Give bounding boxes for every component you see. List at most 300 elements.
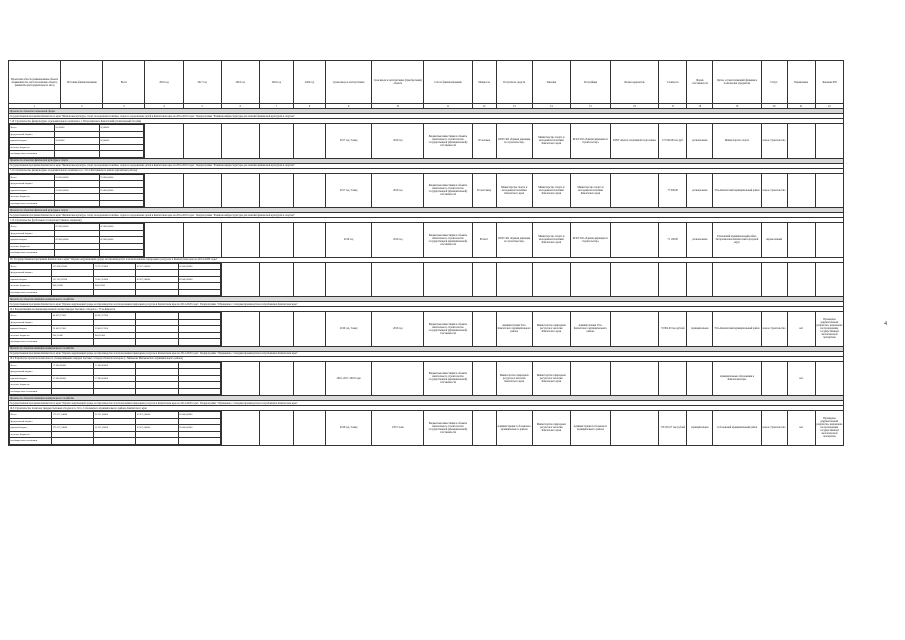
column-number: 15	[570, 104, 610, 109]
field-term: 2016, 2017, 2018 годы	[326, 361, 372, 396]
empty-cell	[293, 223, 325, 258]
finance-value	[52, 339, 94, 346]
field-customer: Министерство природных ресурсов и экологии Камчатского края	[532, 312, 570, 347]
finance-source: внебюджетные источники	[10, 438, 52, 445]
finance-value	[136, 438, 178, 445]
field-founder: Усть-Камчатский муниципальный район	[713, 312, 761, 347]
field-balance	[611, 223, 659, 258]
empty-cell	[293, 124, 325, 159]
column-number: 22	[815, 104, 843, 109]
finance-value	[136, 388, 178, 395]
field-recipient: Администрация Усть-Камчатского муниципального района	[496, 312, 532, 347]
finance-value: 17 000,00000	[94, 375, 136, 382]
field-status	[761, 361, 787, 396]
finance-value: 944,11000	[94, 283, 136, 290]
table-body	[9, 109, 844, 446]
finance-value	[94, 289, 136, 296]
finance-value	[99, 250, 144, 257]
object-row	[9, 411, 844, 446]
finance-value: 47 000,00000	[99, 224, 144, 231]
column-header: Застройщик	[570, 61, 610, 104]
field-ownership: муниципальная	[687, 312, 713, 347]
finance-value: 176 557,54000	[52, 412, 94, 419]
field-method: Бюджетные инвестиции в объекты капитального строительства государственной (муниципальной) собственности	[424, 223, 472, 258]
finance-value: 49 000,00000	[178, 276, 220, 283]
section-title: Проекты по объектам физической культуры и спорта	[9, 208, 844, 213]
field-capacity	[472, 361, 496, 396]
finance-value: 42 071,00000	[136, 425, 178, 432]
finance-cell	[9, 124, 145, 159]
column-number: 11	[424, 104, 472, 109]
field-founder: Елизовский муниципальный район, Петропавловск-Камчатский городской округ	[713, 223, 761, 258]
empty-cell	[787, 262, 815, 297]
finance-value	[52, 388, 94, 395]
column-number: 4	[145, 104, 183, 109]
finance-value	[52, 289, 94, 296]
field-capacity: 50 чел/смену	[472, 173, 496, 208]
finance-source: местные бюджеты	[10, 332, 52, 339]
object-title: 7.12 Строительство футбольного поля (искусственное покрытие)	[9, 218, 844, 223]
empty-cell	[221, 312, 259, 347]
field-builder: КГКУ КО «Единая дирекция по строительству»	[570, 124, 610, 159]
finance-source: местные бюджеты	[10, 283, 52, 290]
finance-value: 70 413,24300	[94, 276, 136, 283]
column-number: 13	[496, 104, 532, 109]
finance-source: внебюджетные источники	[10, 250, 55, 257]
object-row	[9, 124, 844, 159]
finance-value: 20 121,00000	[94, 425, 136, 432]
finance-source: федеральный бюджет	[10, 230, 55, 237]
field-term: 2018 год, 3 квар	[326, 411, 372, 446]
field-method: Бюджетные инвестиции в объекты капитального строительства государственной (муниципальной) собственности	[424, 361, 472, 396]
field-method: Бюджетные инвестиции в объекты капитального строительства государственной (муниципальной) собственности	[424, 173, 472, 208]
finance-value: 42 071,00000	[136, 412, 178, 419]
column-number: 17	[659, 104, 687, 109]
column-header: Способ финансирования	[424, 61, 472, 104]
field-capacity: 20 человек	[472, 124, 496, 159]
field-balance: КГБУ «Центр спортивной подготовки»	[611, 124, 659, 159]
object-title: 7.11 Строительство физкультурно-оздоровительного комплекса в с. Эссо Быстринского района (проектные работы)	[9, 168, 844, 173]
object-row	[9, 173, 844, 208]
finance-source: федеральный бюджет	[10, 181, 55, 188]
column-header: 2019 год	[259, 61, 293, 104]
column-number: 14	[532, 104, 570, 109]
finance-source: местные бюджеты	[10, 194, 55, 201]
finance-row	[10, 250, 144, 257]
field-cost: 71 100,00	[659, 223, 687, 258]
finance-value	[52, 438, 94, 445]
finance-source: внебюджетные источники	[10, 200, 55, 207]
object-row	[9, 312, 844, 347]
finance-source: краевой бюджет	[10, 276, 52, 283]
empty-cell	[221, 411, 259, 446]
field-capacity	[472, 411, 496, 446]
finance-value: 42 071,00000	[136, 263, 178, 270]
finance-subtable	[9, 223, 144, 257]
finance-source: Всего	[10, 412, 52, 419]
field-founder: Министерство спорта	[713, 124, 761, 159]
finance-row	[10, 200, 144, 207]
finance-value: 47 000,00000	[54, 237, 99, 244]
finance-value: 233 408,07000	[52, 263, 94, 270]
field-customer: Министерство природных ресурсов и экологии Камчатского края	[532, 411, 570, 446]
finance-source: краевой бюджет	[10, 187, 55, 194]
finance-value: 944,11000	[52, 283, 94, 290]
empty-cell	[221, 124, 259, 159]
field-builder: Министерство спорта и молодежной политики Камчатского края	[570, 173, 610, 208]
field-cost: 176 581,57 тыс.рублей	[659, 411, 687, 446]
column-header: Примечание	[787, 61, 815, 104]
field-cost	[659, 361, 687, 396]
field-founder: муниципальные образования в Камчатском крае	[713, 361, 761, 396]
column-header: Срок ввода в эксплуатацию (приобретения) объекта	[372, 61, 424, 104]
object-title: 10.2 Разработка проектов полигонов по обезвреживанию твердых бытовых отходов в Камчатском крае (с. Мильково Мильковского муниципального района)	[9, 356, 844, 361]
finance-value	[99, 200, 144, 207]
column-number: 7	[259, 104, 293, 109]
empty-cell	[183, 173, 221, 208]
finance-row	[10, 151, 144, 158]
field-status: новое строительство	[761, 173, 787, 208]
field-recipient: Министерство природных ресурсов и экологии Камчатского края	[496, 361, 532, 396]
empty-cell	[145, 173, 183, 208]
column-number: 8	[293, 104, 325, 109]
finance-value: 50,00000	[54, 125, 99, 132]
field-status: перенесенный	[761, 223, 787, 258]
empty-cell	[532, 262, 570, 297]
field-capacity	[472, 312, 496, 347]
finance-source: федеральный бюджет	[10, 270, 52, 277]
empty-cell	[293, 262, 325, 297]
finance-row	[10, 289, 221, 296]
finance-value: 47 000,00000	[99, 237, 144, 244]
field-status: новое строительство	[761, 312, 787, 347]
column-header: Получатель средств	[496, 61, 532, 104]
column-header: 2016 год	[145, 61, 183, 104]
object-title: 7.10 Строительство физкультурно-оздоровительного комплекса, г. Петропавловск-Камчатский (плавательный бассейн)	[9, 119, 844, 124]
finance-value: 42 071,00000	[136, 276, 178, 283]
field-recipient: Министерство спорта и молодежной политики Камчатского края	[496, 173, 532, 208]
empty-cell	[293, 173, 325, 208]
finance-cell	[9, 173, 145, 208]
empty-cell	[145, 124, 183, 159]
field-cost: 77 000,00	[659, 173, 687, 208]
empty-cell	[259, 361, 293, 396]
column-header: Сроки ввода в эксплуатацию	[326, 61, 372, 104]
field-method: Бюджетные инвестиции в объекты капитального строительства государственной (муниципальной) собственности	[424, 411, 472, 446]
finance-value: 50,00000	[99, 138, 144, 145]
section-title: Проекты по объектам жилищно-коммунального хозяйства	[9, 346, 844, 351]
field-cost: 53 802,00 тыс.рублей	[659, 312, 687, 347]
finance-value: 50 000,00000	[178, 425, 220, 432]
empty-cell	[659, 262, 687, 297]
finance-value: 50,00000	[54, 138, 99, 145]
finance-source: федеральный бюджет	[10, 369, 52, 376]
empty-cell	[259, 312, 293, 347]
finance-value: 176 557,54000	[52, 425, 94, 432]
field-balance	[611, 173, 659, 208]
finance-value	[94, 438, 136, 445]
column-header: Всего	[103, 61, 145, 104]
finance-value: 22 000,00000	[54, 187, 99, 194]
column-number: 16	[611, 104, 659, 109]
finance-value	[178, 438, 220, 445]
field-founder: Соболевский муниципальный район	[713, 411, 761, 446]
program-title: Государственная программа Камчатского края "Физическая культура, спорт, молодежная политика, отдых и оздоровление детей в Камчатском крае на 2014-2018 годы". Подпрограмма "Развитие инфраструктуры для занятий физической культурой и спортом"	[9, 114, 844, 119]
finance-source: местные бюджеты	[10, 431, 52, 438]
field-flag: нет	[787, 411, 815, 446]
finance-subtable	[9, 124, 144, 158]
program-title: Государственная программа Камчатского края "Охрана окружающей среды, воспроизводство и использование природных ресурсов в Камчатском крае на 2014-2020 годы". Подпрограмма "Обращение с отходами производства и потребления в Камчатском крае"	[9, 401, 844, 406]
column-number: 9	[326, 104, 372, 109]
document-page	[8, 60, 844, 446]
finance-value	[94, 339, 136, 346]
empty-cell	[221, 223, 259, 258]
empty-cell	[145, 223, 183, 258]
empty-cell	[259, 223, 293, 258]
program-total-row	[9, 262, 844, 297]
field-builder: Администрация Соболевского муниципального района	[570, 411, 610, 446]
field-ownership: региональная	[687, 223, 713, 258]
column-number: 12	[472, 104, 496, 109]
field-cost: 175 000,00 тыс.руб.	[659, 124, 687, 159]
column-header: 2017 год	[183, 61, 221, 104]
field-ownership: региональная	[687, 173, 713, 208]
field-founder: Усть-Камчатский муниципальный район	[713, 173, 761, 208]
field-year: 2016 год	[372, 312, 424, 347]
finance-value: 22 000,00000	[99, 174, 144, 181]
finance-subtable	[9, 411, 221, 445]
column-header: 2020 год	[293, 61, 325, 104]
field-customer: Министерство спорта и молодежной политики Камчатского края	[532, 173, 570, 208]
column-number: 2	[61, 104, 103, 109]
empty-cell	[761, 262, 787, 297]
finance-value: 22 000,00000	[54, 174, 99, 181]
field-note: Проведены документальная разработка, направлена на прохождение государственной экологической экспертизы	[815, 411, 843, 446]
section-title: Проекты по объектам социальной сферы	[9, 109, 844, 114]
finance-value: 50 000,00000	[178, 412, 220, 419]
field-capacity: 80 мест	[472, 223, 496, 258]
field-builder	[570, 361, 610, 396]
finance-value	[94, 388, 136, 395]
empty-cell	[221, 262, 259, 297]
field-balance	[611, 411, 659, 446]
field-flag	[787, 223, 815, 258]
column-header: Форма собственности	[687, 61, 713, 104]
field-term: 2016 год, 3 квар	[326, 312, 372, 347]
empty-cell	[259, 124, 293, 159]
finance-source: Всего	[10, 125, 55, 132]
finance-value: 70 372,29900	[94, 263, 136, 270]
column-header: Проектная область (наименование объекта недвижимости, местоположение объекта, реквизиты распорядительного акта)	[9, 61, 61, 104]
finance-value	[178, 289, 220, 296]
field-year: 2016 год	[372, 173, 424, 208]
field-term: 2017 год, 3 квар	[326, 124, 372, 159]
finance-source: федеральный бюджет	[10, 418, 52, 425]
field-recipient: КГКУ КО «Единая дирекция по строительству»	[496, 223, 532, 258]
table-header-row	[9, 61, 844, 104]
finance-value: 944,11000	[94, 332, 136, 339]
finance-source: краевой бюджет	[10, 326, 52, 333]
empty-cell	[372, 262, 424, 297]
section-title: Проекты по объектам физической культуры и спорта	[9, 158, 844, 163]
object-row	[9, 223, 844, 258]
empty-cell	[259, 173, 293, 208]
field-flag	[787, 173, 815, 208]
field-balance	[611, 361, 659, 396]
finance-cell	[9, 312, 222, 347]
empty-cell	[259, 262, 293, 297]
finance-value	[136, 339, 178, 346]
empty-cell	[326, 262, 372, 297]
section-title: Проекты по объектам жилищно-коммунального хозяйства	[9, 297, 844, 302]
column-header: Заказчик	[532, 61, 570, 104]
finance-value	[54, 250, 99, 257]
field-status: новое строительство	[761, 124, 787, 159]
object-title: 10.3 Строительство полигона твердых бытовых отходов в п. Эссо, Соболевского муниципального района, Камчатского края	[9, 406, 844, 411]
field-flag: нет	[787, 312, 815, 347]
finance-value	[136, 289, 178, 296]
finance-value: 17 000,00000	[52, 362, 94, 369]
finance-source: Всего	[10, 263, 52, 270]
empty-cell	[221, 361, 259, 396]
field-customer: Министерство спорта и молодежной политики Камчатского края	[532, 124, 570, 159]
finance-source: Всего	[10, 224, 55, 231]
page-number: 4	[884, 321, 887, 327]
finance-value: 40 422,37960	[52, 313, 94, 320]
finance-value: 17 000,00000	[94, 362, 136, 369]
field-balance	[611, 312, 659, 347]
program-title: Государственная программа Камчатского края "Физическая культура, спорт, молодежная политика, отдых и оздоровление детей в Камчатском крае на 2014-2018 годы". Подпрограмма "Развитие инфраструктуры для занятий физической культурой и спортом"	[9, 213, 844, 218]
empty-cell	[713, 262, 761, 297]
finance-row	[10, 438, 221, 445]
finance-value: 50,00000	[99, 125, 144, 132]
field-status: новое строительство	[761, 411, 787, 446]
column-number: 5	[183, 104, 221, 109]
field-ownership: региональная	[687, 124, 713, 159]
column-header: Значение ЕИ	[815, 61, 843, 104]
finance-source: краевой бюджет	[10, 237, 55, 244]
finance-source: краевой бюджет	[10, 375, 52, 382]
finance-value	[54, 151, 99, 158]
field-customer: Министерство природных ресурсов и экологии Камчатского края	[532, 361, 570, 396]
field-method: Бюджетные инвестиции в объекты капитального строительства государственной (муниципальной) собственности	[424, 124, 472, 159]
field-year: 2016 год	[372, 124, 424, 159]
object-row	[9, 361, 844, 396]
empty-cell	[183, 124, 221, 159]
finance-subtable	[9, 263, 221, 297]
finance-value: 20 121,00000	[94, 412, 136, 419]
finance-source: федеральный бюджет	[10, 319, 52, 326]
finance-source: краевой бюджет	[10, 425, 52, 432]
field-note	[815, 361, 843, 396]
finance-cell	[9, 361, 222, 396]
empty-cell	[221, 173, 259, 208]
empty-cell	[815, 262, 843, 297]
column-number: 20	[761, 104, 787, 109]
field-note: Проведены документальная разработка, направлена на прохождение государственной экологической экспертизы	[815, 312, 843, 347]
finance-source: внебюджетные источники	[10, 339, 52, 346]
finance-source: внебюджетные источники	[10, 151, 55, 158]
field-term: 2017 год, 3 квар	[326, 173, 372, 208]
finance-value	[178, 339, 220, 346]
program-total-finance	[9, 262, 222, 297]
empty-cell	[687, 262, 713, 297]
program-title: Государственная программа Камчатского края "Охрана окружающей среды, воспроизводство и использование природных ресурсов в Камчатском крае на 2014-2020 годы". Подпрограмма "Обращение с отходами производства и потребления в Камчатском крае"	[9, 302, 844, 307]
column-number: 21	[787, 104, 815, 109]
finance-value: 39 466,27000	[94, 326, 136, 333]
finance-value: 22 000,00000	[99, 187, 144, 194]
finance-source: Всего	[10, 174, 55, 181]
column-number: 1	[9, 104, 61, 109]
finance-value: 47 000,00000	[54, 224, 99, 231]
column-header: Орган, осуществляющий функции и полномочия учредителя	[713, 61, 761, 104]
empty-cell	[293, 361, 325, 396]
finance-source: Всего	[10, 313, 52, 320]
column-number: 3	[103, 104, 145, 109]
field-note	[815, 223, 843, 258]
finance-source: местные бюджеты	[10, 144, 55, 151]
finance-value: 17 000,00000	[52, 375, 94, 382]
finance-source: федеральный бюджет	[10, 131, 55, 138]
column-header: Балансодержатель	[611, 61, 659, 104]
field-year	[372, 361, 424, 396]
empty-cell	[424, 262, 472, 297]
field-note	[815, 173, 843, 208]
column-number: 6	[221, 104, 259, 109]
finance-subtable	[9, 312, 221, 346]
column-header: Стоимость	[659, 61, 687, 104]
field-year: 278,5 тонн	[372, 411, 424, 446]
finance-value: 39 466,27000	[52, 326, 94, 333]
finance-value: 944,11000	[52, 332, 94, 339]
program-total-title: 10. Государственная программа Камчатского края "Охрана окружающей среды, воспроизводство и использование природных ресурсов в Камчатском крае на 2014-2020 годы"	[9, 257, 844, 262]
finance-cell	[9, 411, 222, 446]
empty-cell	[259, 411, 293, 446]
field-builder: Администрация Усть-Камчатского муниципального района	[570, 312, 610, 347]
finance-source: внебюджетные источники	[10, 388, 52, 395]
field-flag: нет	[787, 361, 815, 396]
finance-source: местные бюджеты	[10, 243, 55, 250]
empty-cell	[472, 262, 496, 297]
investment-table	[8, 60, 844, 446]
empty-cell	[611, 262, 659, 297]
program-title: Государственная программа Камчатского края "Физическая культура, спорт, молодежная политика, отдых и оздоровление детей в Камчатском крае на 2014-2018 годы". Подпрограмма "Развитие инфраструктуры для занятий физической культурой и спортом"	[9, 163, 844, 168]
empty-cell	[293, 312, 325, 347]
section-title: Проекты по объектам жилищно-коммунального хозяйства	[9, 396, 844, 401]
column-header: Источник финансирования	[61, 61, 103, 104]
column-header: Статус	[761, 61, 787, 104]
field-term: 2016 год	[326, 223, 372, 258]
finance-row	[10, 388, 221, 395]
finance-row	[10, 339, 221, 346]
finance-value	[99, 151, 144, 158]
finance-source: краевой бюджет	[10, 138, 55, 145]
object-title: 10.1 Рекультивация несанкционированной свалки твердых бытовых отходов в с. Усть-Камчатск	[9, 307, 844, 312]
program-title: Государственная программа Камчатского края "Охрана окружающей среды, воспроизводство и использование природных ресурсов в Камчатском крае на 2014-2020 годы". Подпрограмма "Обращение с отходами производства и потребления в Камчатском крае"	[9, 351, 844, 356]
field-ownership: муниципальная	[687, 411, 713, 446]
finance-value: 50 000,00000	[178, 263, 220, 270]
finance-source: внебюджетные источники	[10, 289, 52, 296]
column-header: Мощность	[472, 61, 496, 104]
finance-value	[54, 200, 99, 207]
field-builder: КГКУ КО «Единая дирекция по строительству»	[570, 223, 610, 258]
empty-cell	[183, 223, 221, 258]
empty-cell	[570, 262, 610, 297]
finance-source: местные бюджеты	[10, 382, 52, 389]
finance-subtable	[9, 362, 221, 396]
field-recipient: Администрация Соболевского муниципального района	[496, 411, 532, 446]
field-method: Бюджетные инвестиции в объекты капитального строительства государственной (муниципальной) собственности	[424, 312, 472, 347]
